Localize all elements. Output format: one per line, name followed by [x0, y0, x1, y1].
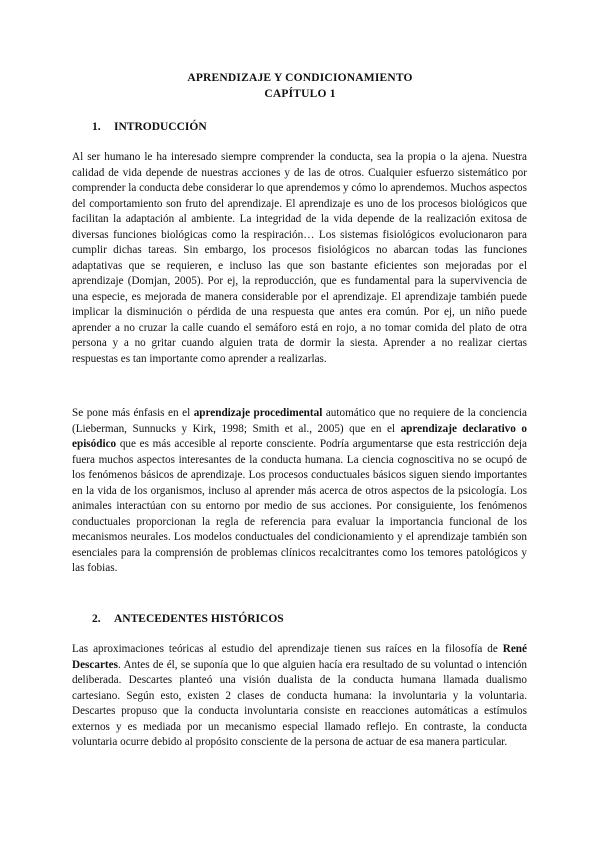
section-number: 2.	[92, 613, 101, 625]
paragraph-text: automático que no requiere de la conciencia (Lieberman, Sunnucks y Kirk, 1998; Smith et al., 2005) que en el	[72, 407, 528, 435]
paragraph-intro-2	[72, 406, 527, 577]
section-heading-text: ANTECEDENTES HISTÓRICOS	[114, 613, 284, 625]
paragraph-text: Las aproximaciones teóricas al estudio del aprendizaje tienen sus raíces en la filosofía de	[72, 643, 503, 655]
section-heading-text: INTRODUCCIÓN	[114, 121, 207, 133]
document-title: APRENDIZAJE Y CONDICIONAMIENTO	[187, 72, 413, 84]
paragraph-text: . Antes de él, se suponía que lo que alguien hacía era resultado de su voluntad o intención deliberada. Descartes planteó una visión dualista de la conducta humana llamada dualismo cartesiano. Según esto, existen 2 clases de conducta humana: la involuntaria y la voluntaria. Descartes propuso que la conducta involuntaria consiste en reacciones automáticas a estímulos externos y es mediada por un mecanismo especial llamado reflejo. En contraste, la conducta voluntaria ocurre debido al propósito consciente de la persona de actuar de esa manera particular.	[72, 658, 527, 748]
bold-term: René Descartes	[72, 643, 527, 671]
bold-term: aprendizaje procedimental	[193, 407, 323, 419]
paragraph-intro-1: Al ser humano le ha interesado siempre comprender la conducta, sea la propia o la ajena. Nuestra calidad de vida depende de nuestras acciones y de las de otros. Cualquier esfuerzo sistemático por comprender la conducta debe considerar lo que aprendemos y cómo lo aprendemos. Muchos aspectos del comportamiento son fruto del aprendizaje. El aprendizaje es uno de los procesos biológicos que facilitan la adaptación al ambiente. La integridad de la vida depende de la realización exitosa de diversas funciones biológicas como la respiración… Los sistemas fisiológicos evolucionaron para cumplir dichas tareas. Sin embargo, los procesos fisiológicos no abarcan todas las funciones adaptativas que se requieren, e incluso las que son bastante eficientes son mejoradas por el aprendizaje (Domjan, 2005). Por ej, la reproducción, que es fundamental para la supervivencia de una especie, es mejorada de manera considerable por el aprendizaje. El aprendizaje también puede implicar la disminución o pérdida de una respuesta que antes era común. Por ej, un niño puede aprender a no cruzar la calle cuando el semáforo está en rojo, a no tomar comida del plato de otra persona y a no gritar cuando alguien trata de dormir la siesta. Aprender a no realizar ciertas respuestas es tan importante como aprender a realizarlas.	[72, 151, 527, 365]
section-heading-introduccion	[92, 121, 207, 133]
section-number: 1.	[92, 121, 101, 133]
paragraph-text: que es más accesible al reporte consciente. Podría argumentarse que esta restricción deja fuera muchos aspectos interesantes de la conducta humana. La ciencia cognoscitiva no se ocupó de los fenómenos básicos de aprendizaje. Los procesos conductuales básicos siguen siendo importantes en la vida de los organismos, incluso al aprender más acerca de otros aspectos de la psicología. Los animales interactúan con su entorno por medio de sus acciones. Por consiguiente, los fenómenos conductuales proporcionan la regla de referencia para evaluar la importancia funcional de los mecanismos neurales. Los modelos conductuales del condicionamiento y el aprendizaje también son esenciales para la comprensión de problemas clínicos recalcitrantes como los temores patológicos y las fobias.	[72, 438, 527, 574]
paragraph-antecedentes-1	[72, 642, 527, 751]
section-heading-antecedentes	[92, 613, 284, 625]
paragraph-text: Se pone más énfasis en el	[72, 407, 194, 419]
chapter-subtitle: CAPÍTULO 1	[264, 88, 336, 100]
bold-term: aprendizaje declarativo o episódico	[72, 422, 527, 450]
